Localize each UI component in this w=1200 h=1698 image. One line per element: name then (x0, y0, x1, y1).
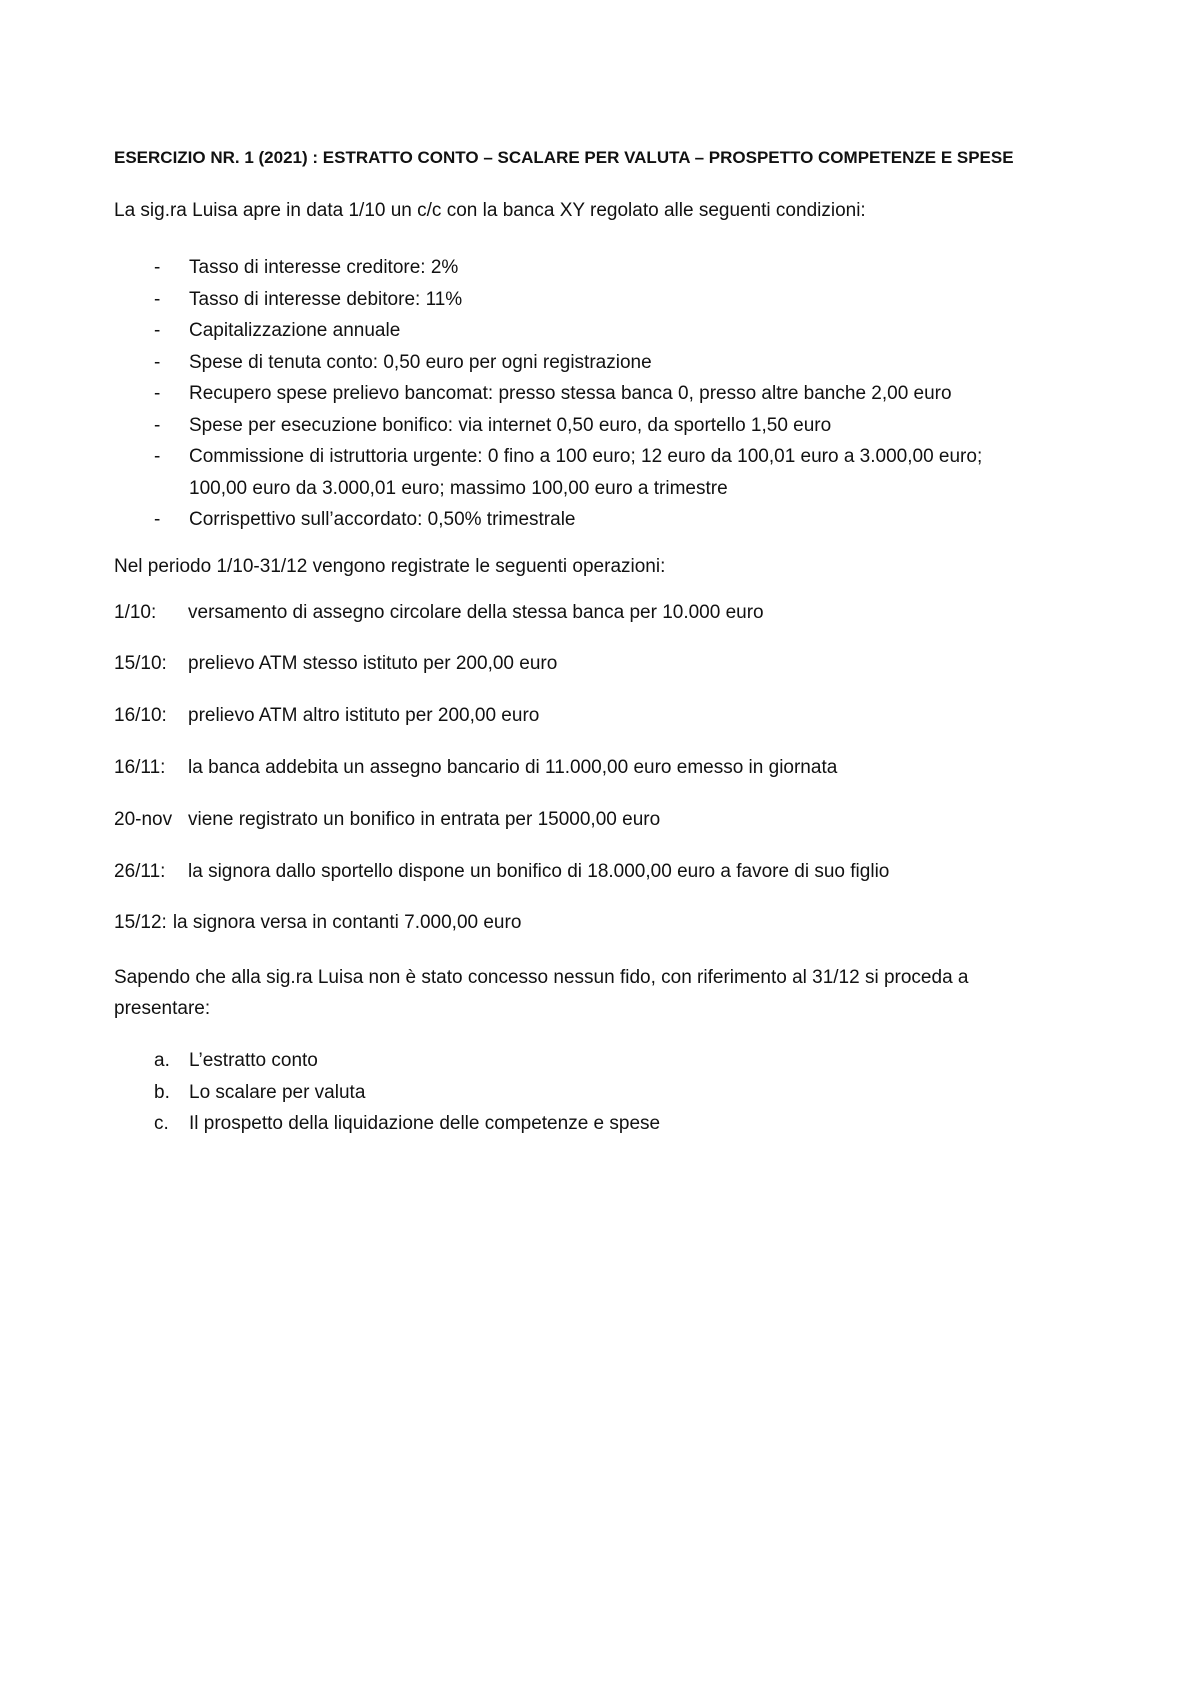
operation-text: la signora dallo sportello dispone un bonifico di 18.000,00 euro a favore di suo figlio (188, 861, 890, 882)
condition-item: - Spese di tenuta conto: 0,50 euro per ogni registrazione (154, 351, 652, 373)
request-text: Il prospetto della liquidazione delle competenze e spese (189, 1113, 661, 1134)
operation-row (114, 652, 557, 677)
condition-item: - Spese per esecuzione bonifico: via internet 0,50 euro, da sportello 1,50 euro (154, 414, 832, 436)
operation-row (114, 860, 889, 885)
operation-row (114, 601, 764, 626)
operation-row (114, 911, 521, 936)
operation-text: versamento di assegno circolare della stessa banca per 10.000 euro (188, 602, 764, 623)
operation-date: 1/10: (114, 602, 157, 623)
intro-paragraph: La sig.ra Luisa apre in data 1/10 un c/c con la banca XY regolato alle seguenti condizioni: (114, 200, 866, 221)
operation-date: 16/10: (114, 705, 167, 726)
condition-item: - Commissione di istruttoria urgente: 0 fino a 100 euro; 12 euro da 100,01 euro a 3.000,00 euro; (154, 446, 983, 467)
exercise-title: ESERCIZIO NR. 1 (2021) : ESTRATTO CONTO – SCALARE PER VALUTA – PROSPETTO COMPETENZE E SPESE (114, 148, 1014, 167)
condition-item: - Recupero spese prelievo bancomat: presso stessa banca 0, presso altre banche 2,00 euro (154, 383, 952, 404)
period-paragraph: Nel periodo 1/10-31/12 vengono registrate le seguenti operazioni: (114, 556, 666, 577)
request-item (114, 1108, 660, 1140)
operation-text: prelievo ATM altro istituto per 200,00 euro (188, 705, 540, 726)
request-text: Lo scalare per valuta (189, 1081, 366, 1103)
operation-text: viene registrato un bonifico in entrata per 15000,00 euro (188, 809, 661, 830)
operation-row (114, 704, 539, 729)
request-item (114, 1045, 660, 1077)
operation-date: 20-nov (114, 809, 173, 830)
condition-item: - Tasso di interesse debitore: 11% (154, 288, 463, 310)
operation-text: prelievo ATM stesso istituto per 200,00 euro (188, 653, 558, 674)
operation-date: 15/10: (114, 653, 167, 674)
operation-row (114, 756, 837, 781)
operation-text: la signora versa in contanti 7.000,00 euro (172, 912, 522, 933)
operation-date: 16/11: (114, 757, 166, 778)
condition-item: - Corrispettivo sull’accordato: 0,50% trimestrale (154, 509, 576, 530)
condition-item-continuation: 100,00 euro da 3.000,01 euro; massimo 100,00 euro a trimestre (189, 477, 728, 499)
conditions-list (114, 252, 982, 536)
condition-item: - Capitalizzazione annuale (154, 320, 401, 341)
operation-date: 26/11: (114, 861, 166, 882)
request-marker: c. (154, 1113, 169, 1134)
request-item (114, 1077, 660, 1109)
request-marker: a. (154, 1050, 170, 1071)
condition-item: - Tasso di interesse creditore: 2% (154, 257, 459, 278)
closing-paragraph: Sapendo che alla sig.ra Luisa non è stato concesso nessun fido, con riferimento al 31/12 si proceda a presentare: (114, 967, 969, 1019)
request-marker: b. (154, 1081, 170, 1103)
requests-list (114, 1045, 660, 1140)
operation-date: 15/12: (114, 912, 167, 933)
operation-text: la banca addebita un assegno bancario di 11.000,00 euro emesso in giornata (188, 757, 838, 778)
operation-row (114, 808, 660, 833)
request-text: L’estratto conto (189, 1050, 318, 1071)
